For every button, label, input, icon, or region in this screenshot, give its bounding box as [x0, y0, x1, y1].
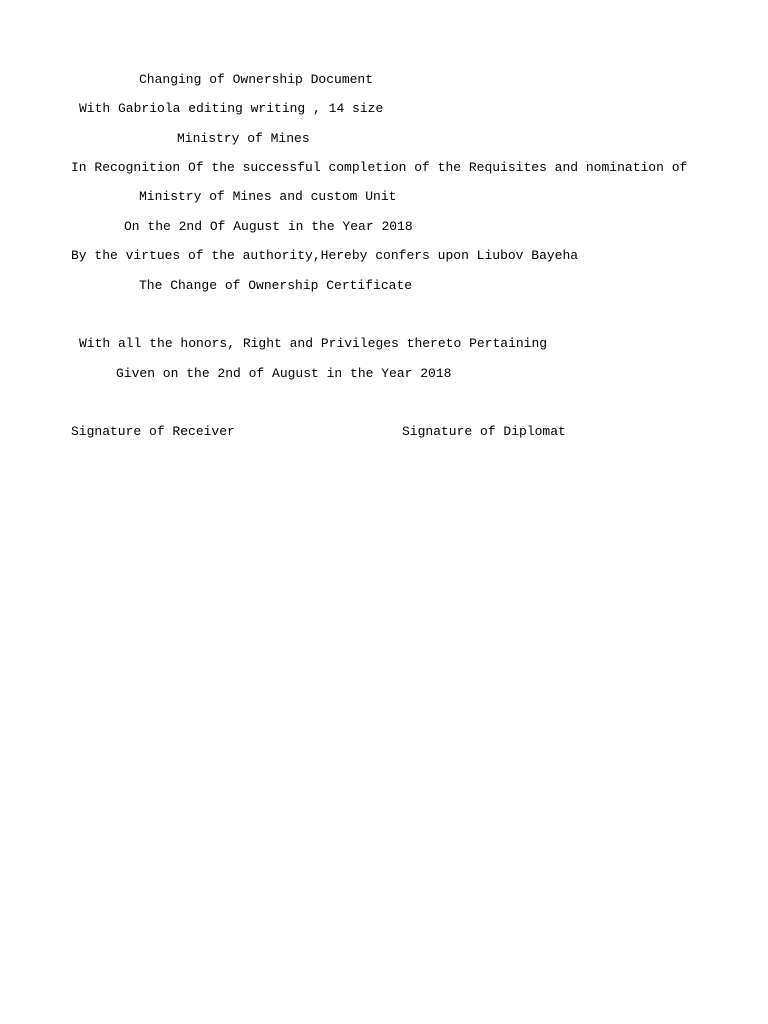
authority-text: By the virtues of the authority,Hereby confers upon Liubov Bayeha — [71, 248, 579, 263]
certificate-name: The Change of Ownership Certificate — [139, 278, 413, 293]
ministry-name: Ministry of Mines — [177, 131, 310, 146]
editing-note: With Gabriola editing writing , 14 size — [79, 101, 384, 116]
date-line: On the 2nd Of August in the Year 2018 — [124, 219, 413, 234]
signature-diplomat-label: Signature of Diplomat — [402, 424, 566, 439]
signature-receiver-label: Signature of Receiver — [71, 424, 235, 439]
unit-name: Ministry of Mines and custom Unit — [139, 189, 397, 204]
honors-text: With all the honors, Right and Privileges thereto Pertaining — [79, 336, 548, 351]
document-title: Changing of Ownership Document — [139, 72, 374, 87]
recognition-text: In Recognition Of the successful completion of the Requisites and nomination of — [71, 160, 688, 175]
given-on-text: Given on the 2nd of August in the Year 2018 — [116, 366, 452, 381]
